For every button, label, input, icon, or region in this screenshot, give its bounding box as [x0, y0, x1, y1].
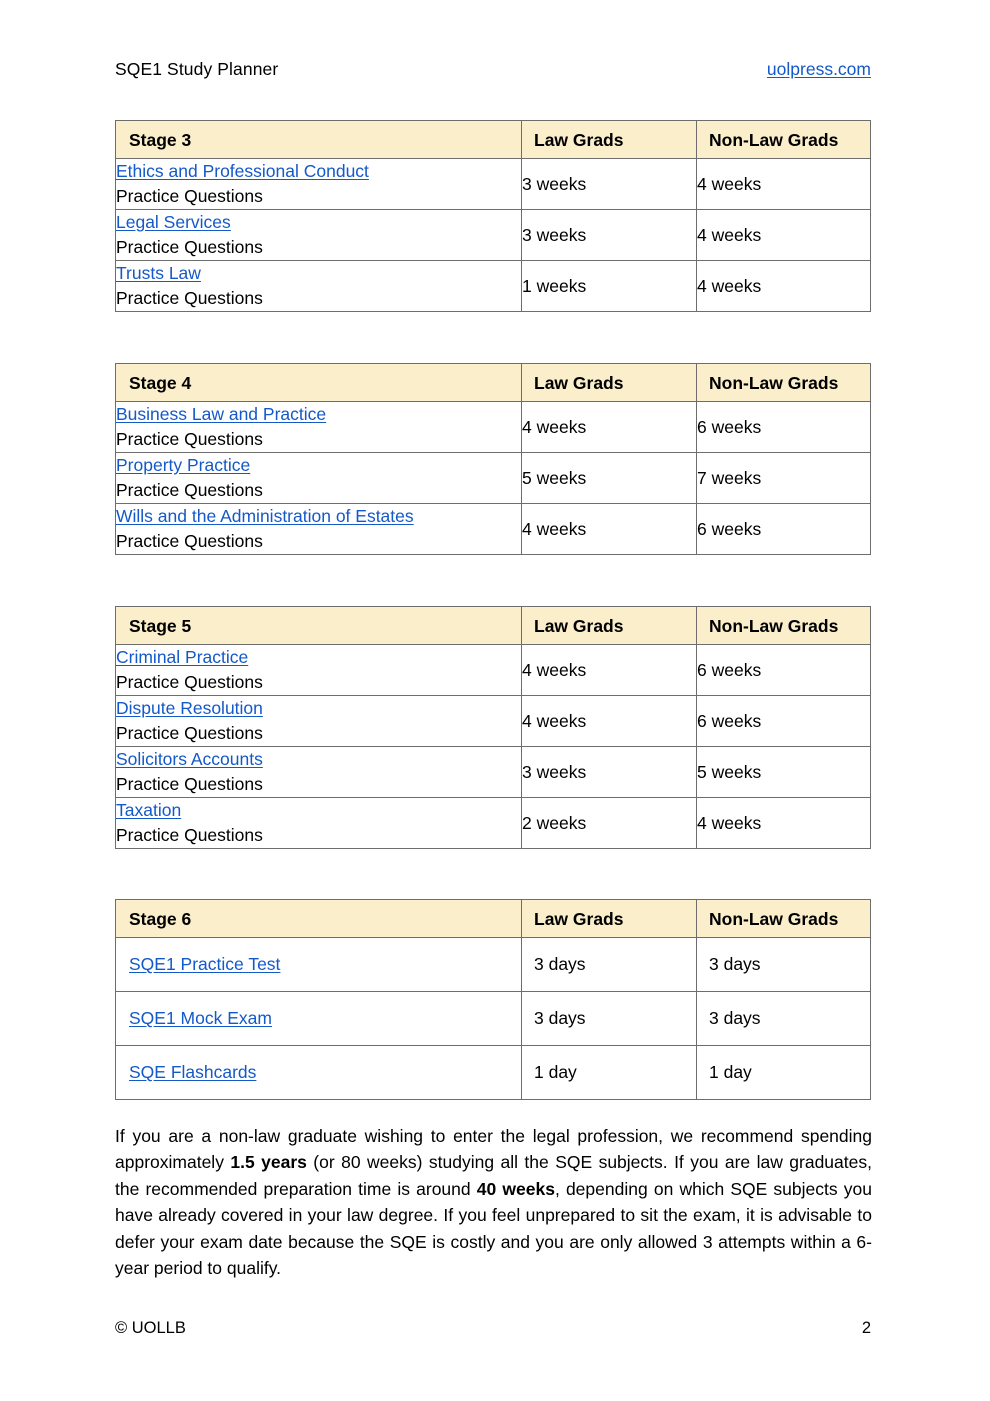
non-law-grads-header-cell-label: Non-Law Grads	[709, 615, 839, 636]
non-law-grads-duration-cell: 4 weeks	[697, 261, 871, 312]
non-law-grads-header-cell-label: Non-Law Grads	[709, 908, 839, 929]
law-grads-duration-cell: 3 weeks	[522, 159, 697, 210]
non-law-grads-header-cell-label: Non-Law Grads	[709, 372, 839, 393]
subject-link[interactable]: Wills and the Administration of Estates	[116, 506, 414, 526]
practice-questions-label: Practice Questions	[116, 825, 263, 845]
practice-questions-label: Practice Questions	[116, 774, 263, 794]
subject-link[interactable]: Trusts Law	[116, 263, 201, 283]
law-grads-duration-cell: 4 weeks	[522, 696, 697, 747]
non-law-grads-duration-cell: 6 weeks	[697, 696, 871, 747]
table-header-row	[116, 364, 871, 402]
table-header-row	[116, 607, 871, 645]
body-paragraph	[115, 1123, 872, 1282]
stage-header-cell-label: Stage 5	[129, 615, 192, 636]
subject-link[interactable]: Legal Services	[116, 212, 231, 232]
stage-table	[115, 120, 871, 312]
table-row	[116, 992, 871, 1046]
table-row	[116, 210, 871, 261]
table-row	[116, 938, 871, 992]
subject-cell	[116, 1046, 522, 1100]
non-law-grads-duration-cell: 1 day	[697, 1046, 871, 1100]
subject-link[interactable]: Business Law and Practice	[116, 404, 327, 424]
paragraph-text: (or 80 weeks) studying all the SQE subjects. If you are law graduates, the recommended preparation time is around	[115, 1152, 872, 1199]
non-law-grads-duration-cell: 3 days	[697, 938, 871, 992]
table-row	[116, 159, 871, 210]
non-law-grads-duration-cell: 5 weeks	[697, 747, 871, 798]
copyright-text: © UOLLB	[115, 1319, 186, 1337]
subject-link[interactable]: Taxation	[116, 800, 182, 820]
stage-table	[115, 363, 871, 555]
stage-header-cell-label: Stage 4	[129, 372, 192, 393]
subject-cell	[116, 210, 522, 261]
subject-link[interactable]: Dispute Resolution	[116, 698, 263, 718]
practice-questions-label: Practice Questions	[116, 480, 263, 500]
running-footer	[115, 1318, 871, 1338]
subject-cell	[116, 747, 522, 798]
non-law-grads-duration-cell: 6 weeks	[697, 402, 871, 453]
paragraph-text: If you are a non-law graduate wishing to enter the legal profession, we recommend spending approximately	[115, 1125, 872, 1172]
practice-questions-label: Practice Questions	[116, 288, 263, 308]
stage-table	[115, 899, 871, 1100]
page-title: SQE1 Study Planner	[115, 59, 279, 79]
law-grads-duration-cell: 4 weeks	[522, 504, 697, 555]
non-law-grads-duration-cell: 4 weeks	[697, 210, 871, 261]
subject-cell	[116, 402, 522, 453]
subject-cell	[116, 645, 522, 696]
non-law-grads-duration-cell: 4 weeks	[697, 798, 871, 849]
table-row	[116, 1046, 871, 1100]
stage-table	[115, 606, 871, 849]
practice-questions-label: Practice Questions	[116, 672, 263, 692]
table-row	[116, 453, 871, 504]
subject-cell	[116, 261, 522, 312]
practice-questions-label: Practice Questions	[116, 531, 263, 551]
subject-cell	[116, 798, 522, 849]
paragraph-emphasis: 1.5 years	[230, 1152, 307, 1172]
law-grads-header-cell	[522, 900, 697, 938]
non-law-grads-duration-cell: 3 days	[697, 992, 871, 1046]
subject-cell	[116, 504, 522, 555]
practice-questions-label: Practice Questions	[116, 186, 263, 206]
subject-link[interactable]: Solicitors Accounts	[116, 749, 263, 769]
page-number: 2	[861, 1319, 871, 1337]
law-grads-header-cell	[522, 121, 697, 159]
law-grads-header-cell-label: Law Grads	[534, 129, 624, 150]
law-grads-header-cell-label: Law Grads	[534, 372, 624, 393]
subject-link[interactable]: SQE1 Mock Exam	[129, 1008, 272, 1028]
stage-header-cell	[116, 900, 522, 938]
table-row	[116, 798, 871, 849]
law-grads-duration-cell: 3 days	[522, 938, 697, 992]
law-grads-duration-cell: 1 weeks	[522, 261, 697, 312]
law-grads-header-cell	[522, 364, 697, 402]
practice-questions-label: Practice Questions	[116, 237, 263, 257]
table-row	[116, 747, 871, 798]
stage-header-cell-label: Stage 3	[129, 129, 192, 150]
table-row	[116, 261, 871, 312]
law-grads-header-cell-label: Law Grads	[534, 908, 624, 929]
subject-link[interactable]: Property Practice	[116, 455, 251, 475]
non-law-grads-duration-cell: 6 weeks	[697, 645, 871, 696]
subject-link[interactable]: Ethics and Professional Conduct	[116, 161, 369, 181]
practice-questions-label: Practice Questions	[116, 429, 263, 449]
non-law-grads-header-cell	[697, 607, 871, 645]
subject-cell	[116, 938, 522, 992]
subject-link[interactable]: SQE Flashcards	[129, 1062, 257, 1082]
subject-cell	[116, 992, 522, 1046]
law-grads-duration-cell: 3 days	[522, 992, 697, 1046]
table-row	[116, 645, 871, 696]
running-header	[115, 58, 871, 82]
table-row	[116, 402, 871, 453]
law-grads-duration-cell: 4 weeks	[522, 645, 697, 696]
non-law-grads-duration-cell: 7 weeks	[697, 453, 871, 504]
non-law-grads-header-cell	[697, 364, 871, 402]
law-grads-duration-cell: 2 weeks	[522, 798, 697, 849]
law-grads-duration-cell: 4 weeks	[522, 402, 697, 453]
paragraph-text: , depending on which SQE subjects you have already covered in your law degree. If you feel unprepared to sit the exam, it is advisable to defer your exam date because the SQE is costly and you are only allowed 3 attempts within a 6-year period to qualify.	[115, 1178, 872, 1278]
paragraph-emphasis: 40 weeks	[476, 1178, 555, 1199]
non-law-grads-header-cell	[697, 900, 871, 938]
table-row	[116, 696, 871, 747]
non-law-grads-header-cell	[697, 121, 871, 159]
practice-questions-label: Practice Questions	[116, 723, 263, 743]
subject-cell	[116, 453, 522, 504]
law-grads-header-cell	[522, 607, 697, 645]
stage-header-cell	[116, 607, 522, 645]
subject-link[interactable]: Criminal Practice	[116, 647, 249, 667]
law-grads-duration-cell: 3 weeks	[522, 747, 697, 798]
stage-header-cell	[116, 364, 522, 402]
table-header-row	[116, 121, 871, 159]
subject-link[interactable]: SQE1 Practice Test	[129, 954, 281, 974]
table-row	[116, 504, 871, 555]
non-law-grads-header-cell-label: Non-Law Grads	[709, 129, 839, 150]
stage-header-cell-label: Stage 6	[129, 908, 192, 929]
non-law-grads-duration-cell: 6 weeks	[697, 504, 871, 555]
uolpress-link[interactable]: uolpress.com	[766, 59, 871, 79]
law-grads-header-cell-label: Law Grads	[534, 615, 624, 636]
subject-cell	[116, 159, 522, 210]
law-grads-duration-cell: 3 weeks	[522, 210, 697, 261]
law-grads-duration-cell: 1 day	[522, 1046, 697, 1100]
law-grads-duration-cell: 5 weeks	[522, 453, 697, 504]
stage-header-cell	[116, 121, 522, 159]
non-law-grads-duration-cell: 4 weeks	[697, 159, 871, 210]
subject-cell	[116, 696, 522, 747]
table-header-row	[116, 900, 871, 938]
